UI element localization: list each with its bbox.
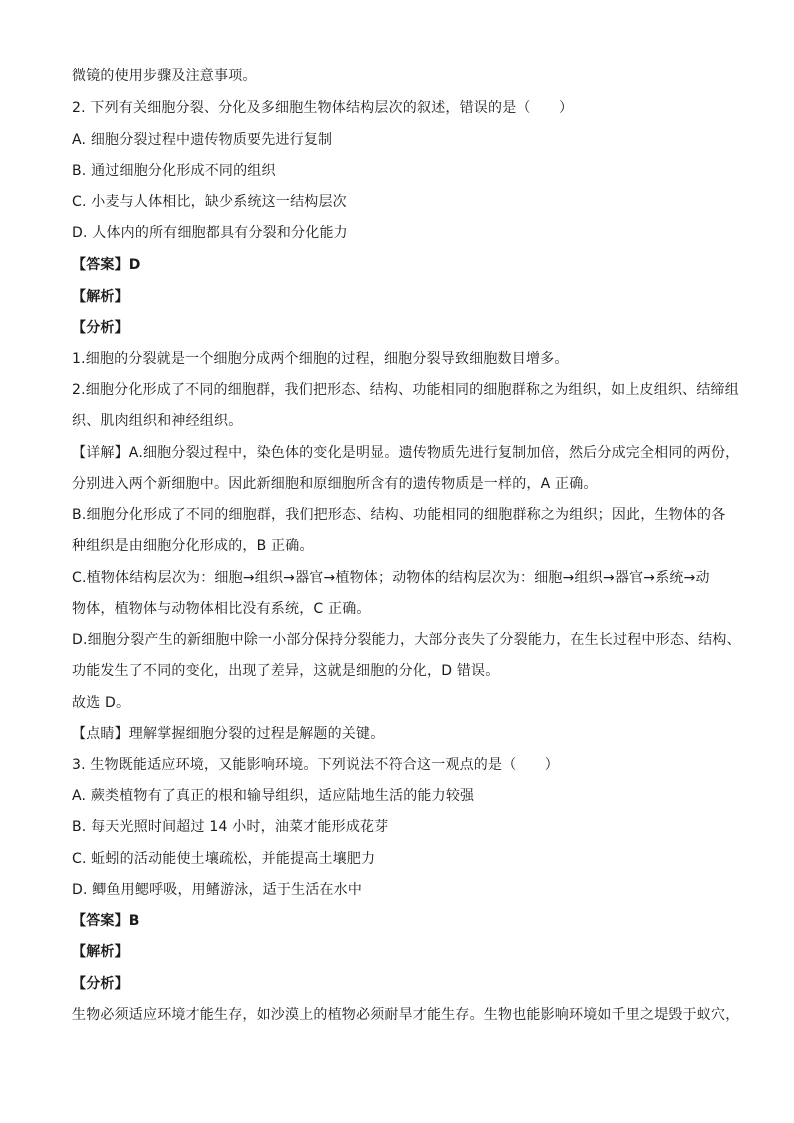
answer-label: 【答案】D [72,257,141,273]
analysis-label: 【分析】 [72,320,129,336]
text-line: 生物必须适应环境才能生存，如沙漠上的植物必须耐旱才能生存。生物也能影响环境如千里之堤毁于蚁穴， [72,1007,740,1023]
text-line: 1.细胞的分裂就是一个细胞分成两个细胞的过程，细胞分裂导致细胞数目增多。 [72,351,569,367]
text-line: 2.细胞分化形成了不同的细胞群，我们把形态、结构、功能相同的细胞群称之为组织，如上皮组织、结缔组 [72,382,739,398]
text-line: 分别进入两个新细胞中。因此新细胞和原细胞所含有的遗传物质是一样的，A 正确。 [72,476,598,492]
key-point-paragraph: 【点睛】理解掌握细胞分裂的过程是解题的关键。 [72,726,385,742]
text-line: 物体，植物体与动物体相比没有系统，C 正确。 [72,601,371,617]
text-line: 功能发生了不同的变化，出现了差异，这就是细胞的分化，D 错误。 [72,663,500,679]
question-3-option-d: D. 鲫鱼用鳃呼吸，用鳍游泳，适于生活在水中 [72,882,363,898]
question-3-option-b: B. 每天光照时间超过 14 小时，油菜才能形成花芽 [72,819,389,835]
question-3-option-a: A. 蕨类植物有了真正的根和输导组织，适应陆地生活的能力较强 [72,788,475,804]
analysis-label: 【分析】 [72,976,129,992]
question-2-option-b: B. 通过细胞分化形成不同的组织 [72,163,276,179]
text-line: 故选 D。 [72,695,131,711]
explanation-label: 【解析】 [72,289,129,305]
question-2-option-d: D. 人体内的所有细胞都具有分裂和分化能力 [72,225,348,241]
text-line: B.细胞分化形成了不同的细胞群，我们把形态、结构、功能相同的细胞群称之为组织；因此，生物体的各 [72,507,726,523]
question-2-option-c: C. 小麦与人体相比，缺少系统这一结构层次 [72,194,347,210]
text-line: 种组织是由细胞分化形成的，B 正确。 [72,538,314,554]
text-line: 织、肌肉组织和神经组织。 [72,413,243,429]
question-3-option-c: C. 蚯蚓的活动能使土壤疏松，并能提高土壤肥力 [72,851,376,867]
answer-label: 【答案】B [72,913,140,929]
text-line: 微镜的使用步骤及注意事项。 [72,68,257,84]
explanation-label: 【解析】 [72,944,129,960]
detail-paragraph: 【详解】A.细胞分裂过程中，染色体的变化是明显。遗传物质先进行复制加倍，然后分成完全相同的两份， [72,445,740,461]
question-2-option-a: A. 细胞分裂过程中遗传物质要先进行复制 [72,132,333,148]
text-line: C.植物体结构层次为：细胞→组织→器官→植物体；动物体的结构层次为：细胞→组织→器官→系统→动 [72,570,710,586]
question-3-stem: 3. 生物既能适应环境，又能影响环境。下列说法不符合这一观点的是（ ） [72,757,560,773]
text-line: D.细胞分裂产生的新细胞中除一小部分保持分裂能力，大部分丧失了分裂能力，在生长过程中形态、结构、 [72,632,741,648]
question-2-stem: 2. 下列有关细胞分裂、分化及多细胞生物体结构层次的叙述，错误的是（ ） [72,100,574,116]
